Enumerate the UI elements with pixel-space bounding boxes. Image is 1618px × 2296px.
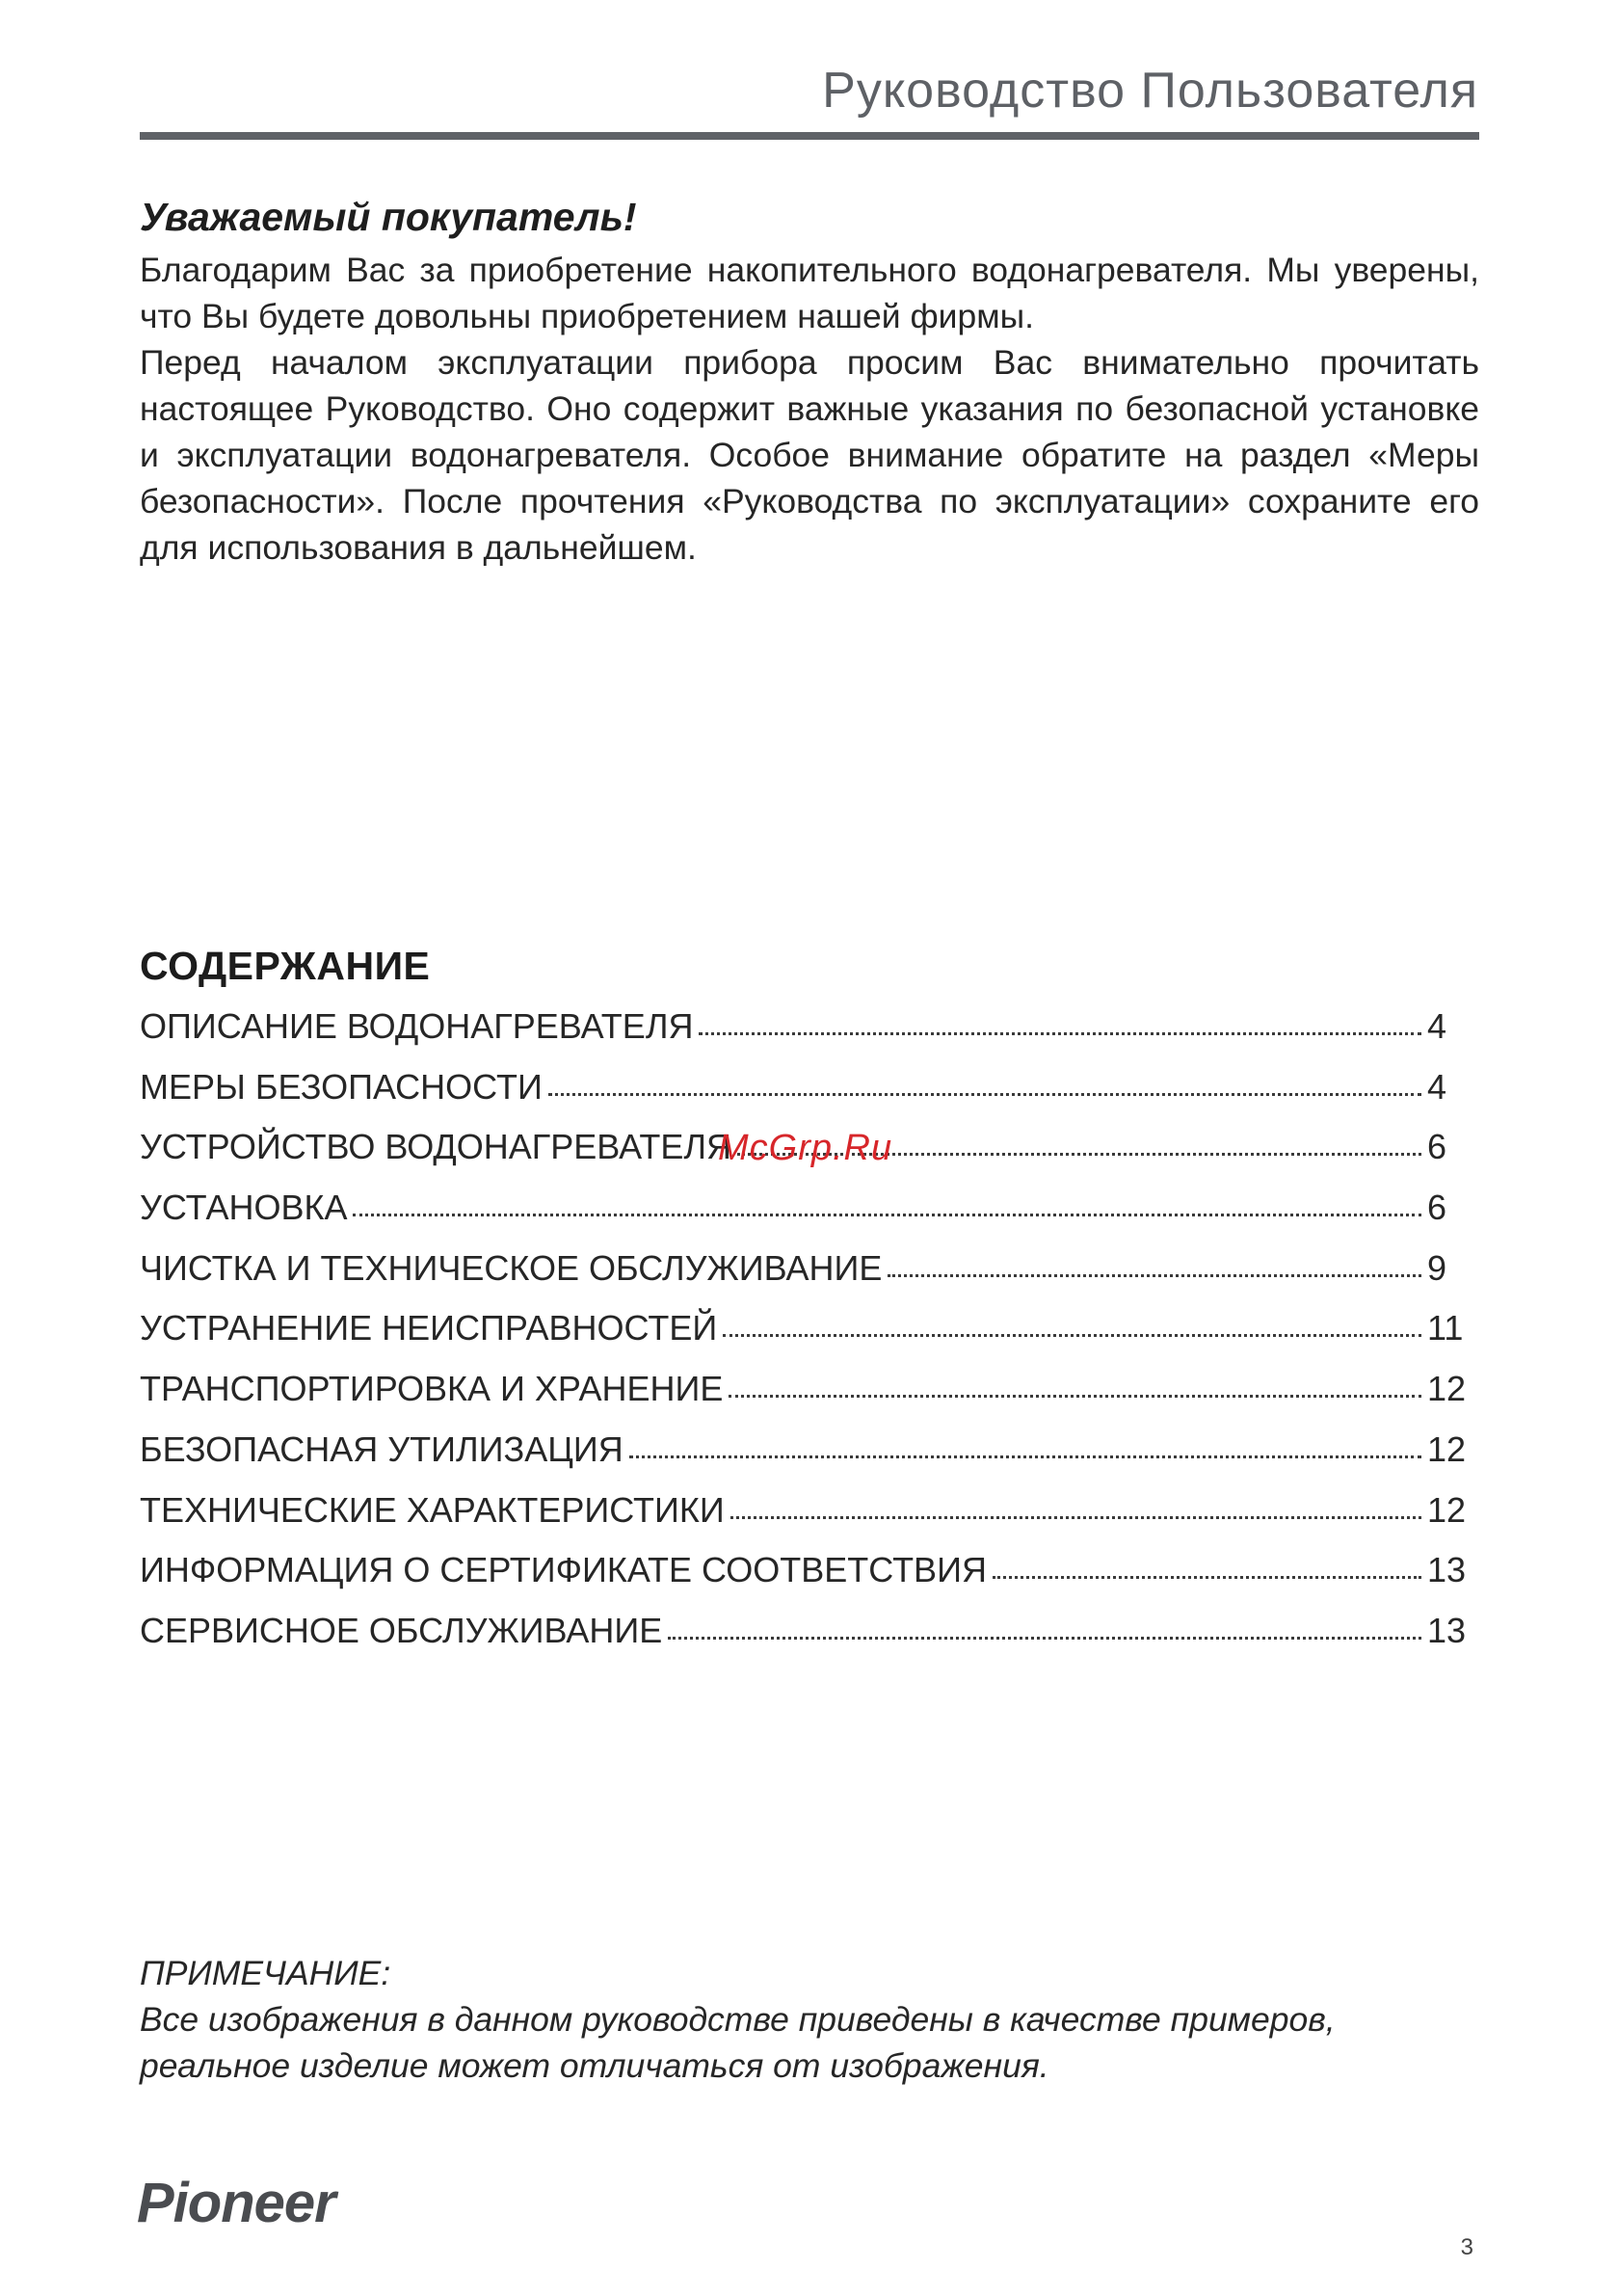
intro-paragraph: Перед началом эксплуатации прибора просим Вас внимательно прочитать настоящее Руководство. Оно содержит важные указания по безопасной установке и эксплуатации водонагревателя. Особое внимание обратите на раздел «Меры безопасности». После прочтения «Руководства по эксплуатации» сохраните его для использования в дальнейшем. bbox=[140, 343, 1479, 567]
toc-title: СОДЕРЖАНИЕ bbox=[140, 944, 431, 988]
toc-item[interactable] bbox=[140, 1611, 1468, 1671]
watermark: McGrp.Ru bbox=[718, 1128, 893, 1168]
intro-paragraph: Благодарим Вас за приобретение накопительного водонагревателя. Мы уверены, что Вы будете довольны приобретением нашей фирмы. bbox=[140, 251, 1479, 335]
toc-item[interactable] bbox=[140, 1006, 1468, 1067]
note-title: ПРИМЕЧАНИЕ: bbox=[140, 1954, 391, 1992]
toc-item-page: 4 bbox=[1427, 1006, 1447, 1046]
toc-leader-dots bbox=[888, 1274, 1421, 1277]
toc-item-page: 12 bbox=[1427, 1369, 1467, 1409]
toc-item-page: 12 bbox=[1427, 1489, 1467, 1530]
toc-leader-dots bbox=[993, 1576, 1421, 1579]
toc-item-label: СЕРВИСНОЕ ОБСЛУЖИВАНИЕ bbox=[140, 1610, 663, 1650]
toc-leader-dots bbox=[699, 1032, 1421, 1035]
toc-item-label: ОПИСАНИЕ ВОДОНАГРЕВАТЕЛЯ bbox=[140, 1006, 694, 1046]
note-text: Все изображения в данном руководстве приведены в качестве примеров, реальное изделие может отличаться от изображения. bbox=[140, 2000, 1336, 2085]
toc-item[interactable] bbox=[140, 1308, 1468, 1369]
toc-item[interactable] bbox=[140, 1490, 1468, 1551]
toc-item-page: 12 bbox=[1427, 1428, 1467, 1469]
toc-item[interactable] bbox=[140, 1429, 1468, 1490]
note-section bbox=[140, 1950, 1479, 2089]
toc-leader-dots bbox=[729, 1395, 1421, 1398]
page-header-title: Руководство Пользователя bbox=[822, 63, 1478, 119]
toc-item[interactable] bbox=[140, 1188, 1468, 1248]
toc-item-label: ИНФОРМАЦИЯ О СЕРТИФИКАТЕ СООТВЕТСТВИЯ bbox=[140, 1550, 987, 1590]
toc-item-page: 6 bbox=[1427, 1127, 1447, 1167]
toc-item-label: ТРАНСПОРТИРОВКА И ХРАНЕНИЕ bbox=[140, 1369, 724, 1409]
toc-item-page: 4 bbox=[1427, 1066, 1447, 1107]
table-of-contents bbox=[140, 939, 1468, 1671]
intro-title: Уважаемый покупатель! bbox=[140, 195, 637, 239]
toc-leader-dots bbox=[723, 1334, 1421, 1337]
toc-item-label: УСТАНОВКА bbox=[140, 1188, 348, 1228]
toc-item-page: 13 bbox=[1427, 1610, 1467, 1650]
toc-item-label: ЧИСТКА И ТЕХНИЧЕСКОЕ ОБСЛУЖИВАНИЕ bbox=[140, 1247, 883, 1288]
toc-item-page: 13 bbox=[1427, 1550, 1467, 1590]
toc-leader-dots bbox=[668, 1637, 1421, 1640]
toc-item-page: 9 bbox=[1427, 1247, 1447, 1288]
page-number: 3 bbox=[1460, 2234, 1473, 2260]
toc-item[interactable] bbox=[140, 1248, 1468, 1309]
brand-logo: Pioneer bbox=[137, 2172, 335, 2234]
toc-leader-dots bbox=[353, 1214, 1421, 1216]
toc-item-label: ТЕХНИЧЕСКИЕ ХАРАКТЕРИСТИКИ bbox=[140, 1489, 725, 1530]
toc-item-label: МЕРЫ БЕЗОПАСНОСТИ bbox=[140, 1066, 543, 1107]
toc-item-label: БЕЗОПАСНАЯ УТИЛИЗАЦИЯ bbox=[140, 1428, 623, 1469]
toc-leader-dots bbox=[730, 1516, 1421, 1519]
toc-leader-dots bbox=[629, 1455, 1421, 1458]
toc-item-page: 11 bbox=[1427, 1308, 1464, 1348]
header-divider bbox=[140, 132, 1479, 140]
toc-item-label: УСТРОЙСТВО ВОДОНАГРЕВАТЕЛЯ bbox=[140, 1127, 731, 1167]
toc-item[interactable] bbox=[140, 1550, 1468, 1611]
toc-leader-dots bbox=[548, 1093, 1421, 1096]
intro-section bbox=[140, 191, 1479, 571]
toc-item-label: УСТРАНЕНИЕ НЕИСПРАВНОСТЕЙ bbox=[140, 1308, 718, 1348]
toc-item[interactable] bbox=[140, 1067, 1468, 1128]
toc-item-page: 6 bbox=[1427, 1188, 1447, 1228]
toc-item[interactable] bbox=[140, 1369, 1468, 1429]
